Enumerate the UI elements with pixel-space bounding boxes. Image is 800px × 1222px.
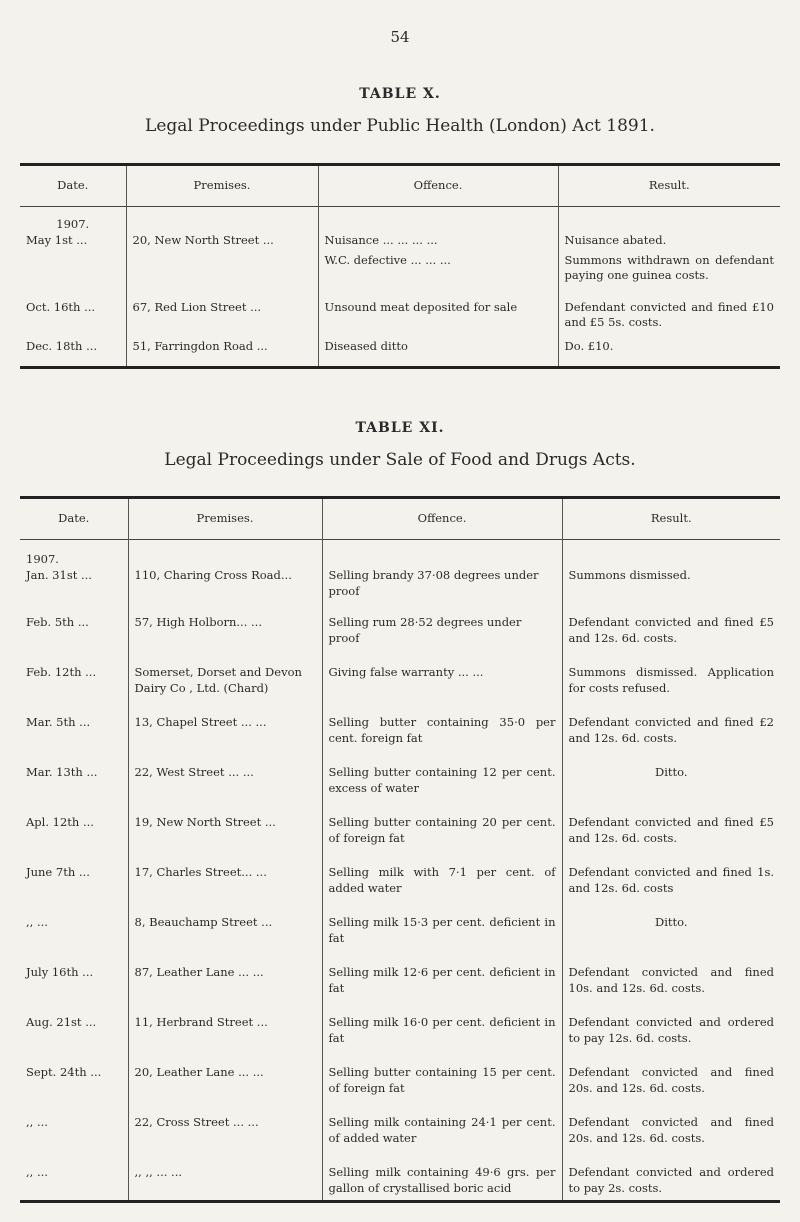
row-date: Feb. 12th ... [26, 665, 97, 680]
row-date: ,, ... [26, 1165, 48, 1180]
row-date: Mar. 5th ... [26, 715, 91, 730]
table-x [20, 163, 780, 369]
row-offence: Selling milk 15·3 per cent. deficient in fat [322, 903, 562, 953]
row-result: Defendant convicted and ordered to pay 12s. 6d. costs. [562, 1003, 780, 1053]
table-x-subtitle: Legal Proceedings under Public Health (London) Act 1891. [145, 116, 655, 136]
row-premises: 51, Farringdon Road ... [126, 335, 318, 368]
row-offence: Selling milk 12·6 per cent. deficient in fat [322, 953, 562, 1003]
row-offence: W.C. defective ... ... ... [318, 253, 558, 296]
row-premises: 57, High Holborn... ... [128, 603, 322, 653]
row-offence: Selling milk containing 49·6 grs. per gallon of crystallised boric acid [322, 1153, 562, 1202]
row-date: Sept. 24th ... [26, 1065, 102, 1080]
table-row [20, 1103, 780, 1153]
row-offence: Selling butter containing 15 per cent. of foreign fat [322, 1053, 562, 1103]
page-number: 54 [390, 28, 410, 46]
table-row [20, 1153, 780, 1202]
row-result: Defendant convicted and fined £2 and 12s. 6d. costs. [562, 703, 780, 753]
row-result: Defendant convicted and ordered to pay 2s. costs. [562, 1153, 780, 1202]
table-row [20, 653, 780, 703]
row-date: ,, ... [26, 915, 48, 930]
table-row [20, 903, 780, 953]
table-row [20, 296, 780, 335]
row-result: Defendant convicted and fined 20s. and 12s. 6d. costs. [562, 1053, 780, 1103]
row-date [20, 253, 126, 296]
table-xi-heading: TABLE XI. [355, 420, 445, 436]
row-premises [126, 253, 318, 296]
row-result: Defendant convicted and fined £5 and 12s. 6d. costs. [562, 603, 780, 653]
table-row [20, 803, 780, 853]
header-offence: Offence. [318, 165, 558, 207]
row-result: Summons withdrawn on defendant paying one guinea costs. [558, 253, 780, 296]
row-premises: 13, Chapel Street ... ... [128, 703, 322, 753]
header-date: Date. [57, 178, 89, 193]
row-premises: 19, New North Street ... [128, 803, 322, 853]
table-row [20, 1003, 780, 1053]
year-label: 1907. [26, 552, 59, 566]
row-offence: Giving false warranty ... ... [322, 653, 562, 703]
table-x-heading: TABLE X. [359, 86, 441, 102]
table-row [20, 1053, 780, 1103]
table-row [20, 540, 780, 604]
header-offence: Offence. [322, 498, 562, 540]
row-offence: Nuisance ... ... ... ... [318, 207, 558, 253]
row-result: Defendant convicted and fined 20s. and 12s. 6d. costs. [562, 1103, 780, 1153]
row-result: Nuisance abated. [558, 207, 780, 253]
row-offence: Selling rum 28·52 degrees under proof [322, 603, 562, 653]
row-date: Jan. 31st ... [26, 567, 92, 582]
row-premises: 22, West Street ... ... [128, 753, 322, 803]
table-row [20, 953, 780, 1003]
table-row [20, 603, 780, 653]
row-result: Defendant convicted and fined 10s. and 12s. 6d. costs. [562, 953, 780, 1003]
row-offence: Selling milk with 7·1 per cent. of added water [322, 853, 562, 903]
row-premises: 67, Red Lion Street ... [126, 296, 318, 335]
row-premises: 22, Cross Street ... ... [128, 1103, 322, 1153]
row-result: Defendant convicted and fined £10 and £5 5s. costs. [558, 296, 780, 335]
row-date: Feb. 5th ... [26, 615, 89, 630]
row-premises: 87, Leather Lane ... ... [128, 953, 322, 1003]
row-result: Defendant convicted and fined £5 and 12s. 6d. costs. [562, 803, 780, 853]
row-offence: Diseased ditto [318, 335, 558, 368]
header-date: Date. [58, 511, 90, 526]
table-row [20, 335, 780, 368]
row-premises: 20, New North Street ... [126, 207, 318, 253]
row-offence: Selling butter containing 35·0 per cent. foreign fat [322, 703, 562, 753]
table-row [20, 207, 780, 253]
row-date: ,, ... [26, 1115, 48, 1130]
row-offence: Selling milk 16·0 per cent. deficient in fat [322, 1003, 562, 1053]
row-premises: 110, Charing Cross Road... [128, 540, 322, 604]
row-result: Ditto. [562, 753, 780, 803]
header-premises: Premises. [126, 165, 318, 207]
row-offence: Unsound meat deposited for sale [318, 296, 558, 335]
row-date: Apl. 12th ... [26, 815, 94, 830]
table-xi-subtitle: Legal Proceedings under Sale of Food and Drugs Acts. [164, 450, 636, 470]
header-premises: Premises. [128, 498, 322, 540]
header-result: Result. [558, 165, 780, 207]
row-offence: Selling butter containing 20 per cent. of foreign fat [322, 803, 562, 853]
table-row [20, 703, 780, 753]
table-xi [20, 496, 780, 1203]
row-date: July 16th ... [26, 965, 94, 980]
row-date: Dec. 18th ... [26, 338, 98, 353]
row-result: Do. £10. [558, 335, 780, 368]
row-offence: Selling milk containing 24·1 per cent. of added water [322, 1103, 562, 1153]
table-row [20, 853, 780, 903]
table-row [20, 253, 780, 296]
row-date: Mar. 13th ... [26, 765, 98, 780]
row-result: Summons dismissed. [562, 540, 780, 604]
row-result: Defendant convicted and fined 1s. and 12s. 6d. costs [562, 853, 780, 903]
header-result: Result. [562, 498, 780, 540]
row-premises: ,, ,, ... ... [128, 1153, 322, 1202]
row-premises: Somerset, Dorset and Devon Dairy Co , Ltd. (Chard) [128, 653, 322, 703]
row-offence: Selling butter containing 12 per cent. excess of water [322, 753, 562, 803]
row-date: Oct. 16th ... [26, 299, 96, 314]
row-premises: 8, Beauchamp Street ... [128, 903, 322, 953]
row-result: Summons dismissed. Application for costs refused. [562, 653, 780, 703]
row-offence: Selling brandy 37·08 degrees under proof [322, 540, 562, 604]
row-premises: 17, Charles Street... ... [128, 853, 322, 903]
row-result: Ditto. [562, 903, 780, 953]
table-row [20, 753, 780, 803]
year-label: 1907. [56, 217, 90, 231]
row-premises: 11, Herbrand Street ... [128, 1003, 322, 1053]
row-date: June 7th ... [26, 865, 90, 880]
row-premises: 20, Leather Lane ... ... [128, 1053, 322, 1103]
row-date: May 1st ... [26, 232, 88, 247]
row-date: Aug. 21st ... [26, 1015, 97, 1030]
